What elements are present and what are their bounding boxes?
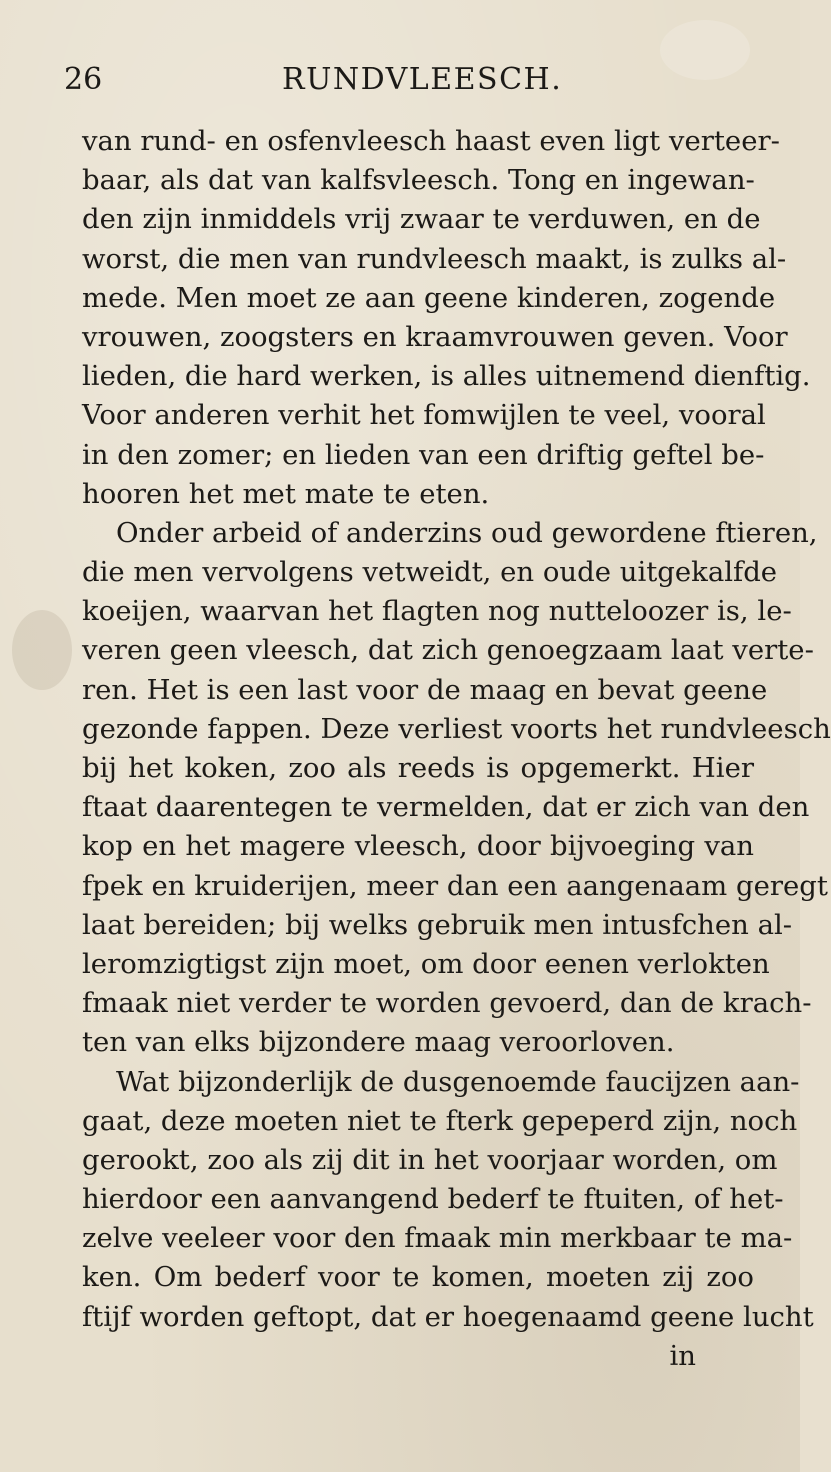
text-line: vrouwen, zoogsters en kraamvrouwen geven. Voor bbox=[82, 320, 788, 353]
paper-stain bbox=[12, 610, 72, 690]
text-line: zelve veeleer voor den fmaak min merkbaar te ma- bbox=[82, 1222, 793, 1255]
text-line: lieden, die hard werken, is alles uitnemend dienftig. bbox=[82, 360, 811, 393]
text-line: hierdoor een aanvangend bederf te ftuiten, of het- bbox=[82, 1183, 784, 1216]
text-line: laat bereiden; bij welks gebruik men intusfchen al- bbox=[82, 908, 793, 941]
text-line: gerookt, zoo als zij dit in het voorjaar worden, om bbox=[82, 1143, 778, 1176]
body-text bbox=[82, 122, 831, 1376]
page-header bbox=[64, 62, 744, 102]
text-line: den zijn inmiddels vrij zwaar te verduwen, en de bbox=[82, 203, 761, 236]
text-line: Onder arbeid of anderzins oud gewordene ftieren, bbox=[116, 516, 818, 549]
text-line: leromzigtigst zijn moet, om door eenen verlokten bbox=[82, 947, 770, 980]
text-line: baar, als dat van kalfsvleesch. Tong en ingewan- bbox=[82, 164, 755, 197]
text-line: hooren het met mate te eten. bbox=[82, 477, 490, 510]
text-line: bij het koken, zoo als reeds is opgemerkt. Hier bbox=[82, 752, 754, 784]
paragraph-3 bbox=[82, 1063, 814, 1337]
catchword: in bbox=[669, 1339, 696, 1372]
text-line: Voor anderen verhit het fomwijlen te veel, vooral bbox=[82, 399, 766, 432]
text-line: gaat, deze moeten niet te fterk gepeperd zijn, noch bbox=[82, 1104, 798, 1137]
text-line: ten van elks bijzondere maag veroorloven. bbox=[82, 1026, 675, 1059]
paragraph-1 bbox=[82, 122, 811, 514]
text-line: ftijf worden geftopt, dat er hoegenaamd geene lucht bbox=[82, 1300, 814, 1333]
text-line: veren geen vleesch, dat zich genoegzaam laat verte- bbox=[82, 634, 814, 667]
text-line: gezonde fappen. Deze verliest voorts het rundvleesch bbox=[82, 712, 831, 745]
page-number: 26 bbox=[64, 62, 103, 97]
text-line: van rund- en osfenvleesch haast even ligt verteer- bbox=[82, 125, 780, 157]
text-line: koeijen, waarvan het flagten nog nutteloozer is, le- bbox=[82, 595, 792, 628]
text-line: ken. Om bederf voor te komen, moeten zij zoo bbox=[82, 1261, 754, 1294]
text-line: ftaat daarentegen te vermelden, dat er zich van den bbox=[82, 791, 810, 824]
text-line: worst, die men van rundvleesch maakt, is zulks al- bbox=[82, 242, 787, 275]
running-title: RUNDVLEESCH. bbox=[282, 62, 563, 97]
text-line: die men vervolgens vetweidt, en oude uitgekalfde bbox=[82, 556, 778, 589]
text-line: mede. Men moet ze aan geene kinderen, zogende bbox=[82, 281, 776, 314]
text-line: ren. Het is een last voor de maag en bevat geene bbox=[82, 673, 768, 706]
text-line: fmaak niet verder te worden gevoerd, dan de krach- bbox=[82, 987, 812, 1020]
text-line: in den zomer; en lieden van een driftig geftel be- bbox=[82, 438, 765, 471]
text-line: fpek en kruiderijen, meer dan een aangenaam geregt bbox=[82, 869, 828, 902]
paragraph-2 bbox=[82, 514, 831, 1063]
text-line: kop en het magere vleesch, door bijvoeging van bbox=[82, 830, 754, 863]
text-line: Wat bijzonderlijk de dusgenoemde faucijzen aan- bbox=[116, 1065, 800, 1098]
